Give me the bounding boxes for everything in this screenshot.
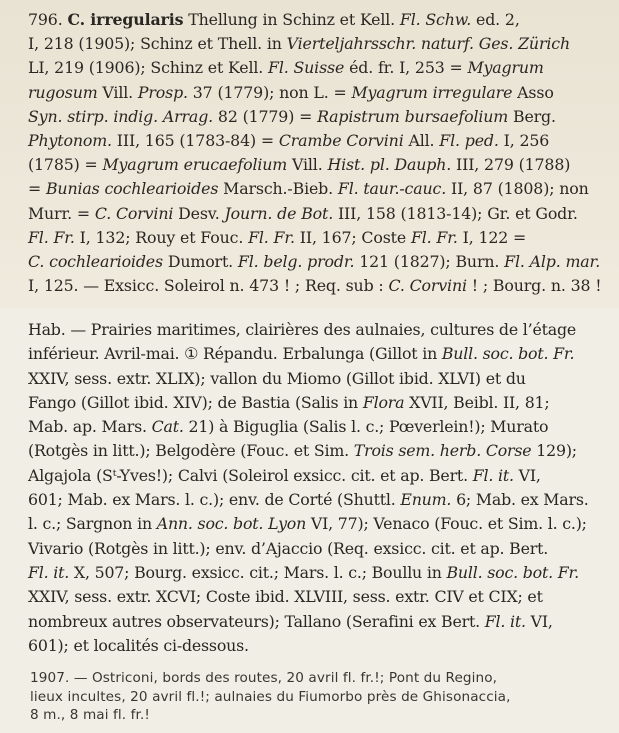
text-segment: éd. fr. I, 253 = <box>344 58 468 78</box>
italic-segment: C. Corvini <box>94 203 174 223</box>
italic-segment: Fl. it. <box>28 562 70 582</box>
text-segment: III, 279 (1788) <box>451 155 571 175</box>
text-line <box>28 8 601 32</box>
italic-segment: Fl. Fr. <box>248 227 295 247</box>
text-segment: 601; Mab. ex Mars. l. c.); env. de Corté (Shuttl. <box>28 490 401 510</box>
text-segment: 6; Mab. ex Mars. <box>451 490 589 510</box>
text-segment: I, 218 (1905); Schinz et Thell. in <box>28 34 287 54</box>
italic-segment: Fl. Suisse <box>268 58 345 78</box>
text-segment: 796. <box>28 10 68 29</box>
italic-segment: Bunias cochlearioides <box>45 179 219 199</box>
italic-segment: Trois sem. herb. Corse <box>353 441 532 461</box>
text-segment: 121 (1827); Burn. <box>354 252 505 272</box>
text-segment: (Rotgès in litt.); Belgodère (Fouc. et Sim. <box>28 441 354 461</box>
text-segment: 21) à Biguglia (Salis l. c.; Pœverlein!); Murato <box>183 417 549 437</box>
italic-segment: Phytonom. <box>28 131 112 151</box>
text-segment: 601); et localités ci-dessous. <box>28 635 249 655</box>
italic-segment: Fl. taur.-cauc. <box>337 179 447 199</box>
text-segment: 37 (1779); non L. = <box>187 82 352 102</box>
text-segment: VI, 77); Venaco (Fouc. et Sim. l. c.); <box>306 514 587 534</box>
italic-segment: Fl. Fr. <box>410 227 458 247</box>
text-segment: Vill. <box>97 82 138 102</box>
text-line <box>28 342 589 366</box>
italic-segment: Fl. it. <box>472 465 514 485</box>
text-segment: 8 m., 8 mai fl. fr.! <box>30 707 150 724</box>
text-segment: III, 165 (1783-84) = <box>111 131 279 151</box>
italic-segment: Crambe Corvini <box>278 131 404 151</box>
text-segment: ed. 2, <box>471 10 520 29</box>
collection-notes <box>30 669 511 725</box>
text-segment: II, 87 (1808); non <box>446 179 589 199</box>
text-line <box>28 367 589 391</box>
italic-segment: Rapistrum bursaefolium <box>317 106 509 126</box>
text-line <box>28 81 601 105</box>
italic-segment: C. cochlearioides <box>28 252 163 272</box>
italic-segment: Fl. ped. <box>439 131 499 151</box>
text-segment: Mab. ap. Mars. <box>28 417 152 437</box>
text-segment: Marsch.-Bieb. <box>218 179 338 199</box>
text-segment: Thellung in Schinz et Kell. <box>183 10 400 29</box>
text-segment: I, 132; Rouy et Fouc. <box>74 227 249 247</box>
text-segment: Hab. — Prairies maritimes, clairières des aulnaies, cultures de l’étage <box>28 320 577 339</box>
text-line <box>28 634 589 658</box>
text-line <box>28 585 589 609</box>
text-segment: 82 (1779) = <box>213 106 318 126</box>
text-segment: I, 122 = <box>457 227 527 247</box>
italic-segment: Flora <box>362 392 405 412</box>
italic-segment: Myagrum irregulare <box>351 82 513 102</box>
text-line <box>28 415 589 439</box>
text-segment: Desv. <box>173 203 225 223</box>
text-segment: = <box>28 179 46 199</box>
text-segment: inférieur. Avril-mai. ① Répandu. Erbalunga (Gillot in <box>28 344 442 364</box>
text-line <box>28 250 601 274</box>
text-segment: lieux incultes, 20 avril fl.!; aulnaies du Fiumorbo près de Ghisonaccia, <box>30 688 511 705</box>
text-segment: 129); <box>531 441 577 461</box>
text-segment: XVII, Beibl. II, 81; <box>404 392 550 412</box>
text-line <box>30 706 511 725</box>
text-line <box>28 56 601 80</box>
text-line <box>28 177 601 201</box>
bold-segment: C. irregularis <box>67 10 184 29</box>
text-segment: Vivario (Rotgès in litt.); env. d’Ajaccio (Req. exsicc. cit. et ap. Bert. <box>28 538 549 558</box>
italic-segment: Fl. Alp. mar. <box>504 252 601 272</box>
text-segment: II, 167; Coste <box>294 227 411 247</box>
text-segment: Algajola (Sᵗ-Yves!); Calvi (Soleirol exsicc. cit. et ap. Bert. <box>28 465 473 485</box>
text-line <box>28 105 601 129</box>
text-segment: III, 158 (1813-14); Gr. et Godr. <box>333 203 578 223</box>
text-segment: XXIV, sess. extr. XLIX); vallon du Miomo (Gillot ibid. XLVI) et du <box>28 368 526 388</box>
italic-segment: Bull. soc. bot. Fr. <box>446 562 579 582</box>
text-line <box>28 226 601 250</box>
text-segment: XXIV, sess. extr. XCVI; Coste ibid. XLVIII, sess. extr. CIV et CIX; et <box>28 587 543 607</box>
text-segment: LI, 219 (1906); Schinz et Kell. <box>28 58 269 78</box>
text-line <box>28 537 589 561</box>
text-segment: Murr. = <box>28 203 95 223</box>
text-segment: Vill. <box>287 155 328 175</box>
text-segment: I, 256 <box>498 131 550 151</box>
italic-segment: Ann. soc. bot. Lyon <box>156 514 307 534</box>
text-line <box>28 391 589 415</box>
italic-segment: Fl. Fr. <box>28 227 75 247</box>
italic-segment: Fl. belg. prodr. <box>237 252 355 272</box>
text-line <box>28 318 589 342</box>
text-segment: l. c.; Sargnon in <box>28 514 157 534</box>
italic-segment: C. Corvini <box>388 276 467 296</box>
text-line <box>30 688 511 707</box>
text-line <box>28 202 601 226</box>
text-segment: nombreux autres observateurs); Tallano (Serafini ex Bert. <box>28 611 485 631</box>
text-segment: VI, <box>525 611 553 631</box>
italic-segment: Vierteljahrsschr. naturf. Ges. Zürich <box>286 34 570 54</box>
italic-segment: rugosum <box>28 82 98 102</box>
text-segment: I, 125. — Exsicc. Soleirol n. 473 ! ; Req. sub : <box>28 276 389 296</box>
italic-segment: Myagrum erucaefolium <box>102 155 288 175</box>
italic-segment: Syn. stirp. indig. Arrag. <box>28 106 214 126</box>
italic-segment: Fl. Schw. <box>399 10 472 29</box>
text-line <box>28 274 601 298</box>
text-segment: All. <box>403 131 440 151</box>
text-line <box>28 129 601 153</box>
text-line <box>28 439 589 463</box>
text-line <box>28 32 601 56</box>
text-line <box>28 512 589 536</box>
italic-segment: Fl. it. <box>484 611 526 631</box>
text-line <box>28 561 589 585</box>
italic-segment: Cat. <box>151 417 184 437</box>
habitat-paragraph <box>28 318 589 658</box>
text-segment: 1907. — Ostriconi, bords des routes, 20 avril fl. fr.!; Pont du Regino, <box>30 670 498 686</box>
text-segment: Asso <box>512 82 554 102</box>
text-segment: (1785) = <box>28 155 103 175</box>
italic-segment: Myagrum <box>467 58 544 78</box>
text-line <box>28 488 589 512</box>
italic-segment: Prosp. <box>137 82 188 102</box>
italic-segment: Hist. pl. Dauph. <box>327 155 452 175</box>
text-line <box>28 610 589 634</box>
text-segment: VI, <box>513 465 541 485</box>
text-segment: Fango (Gillot ibid. XIV); de Bastia (Salis in <box>28 392 363 412</box>
italic-segment: Bull. soc. bot. Fr. <box>441 344 575 364</box>
text-line <box>28 464 589 488</box>
italic-segment: Journ. de Bot. <box>224 203 334 223</box>
text-line <box>30 669 511 688</box>
text-segment: X, 507; Bourg. exsicc. cit.; Mars. l. c.; Boullu in <box>69 562 447 582</box>
text-segment: Dumort. <box>162 252 238 272</box>
species-entry <box>28 8 601 298</box>
italic-segment: Enum. <box>400 490 452 510</box>
text-segment: ! ; Bourg. n. 38 ! <box>466 276 602 296</box>
text-segment: Berg. <box>508 106 556 126</box>
text-line <box>28 153 601 177</box>
